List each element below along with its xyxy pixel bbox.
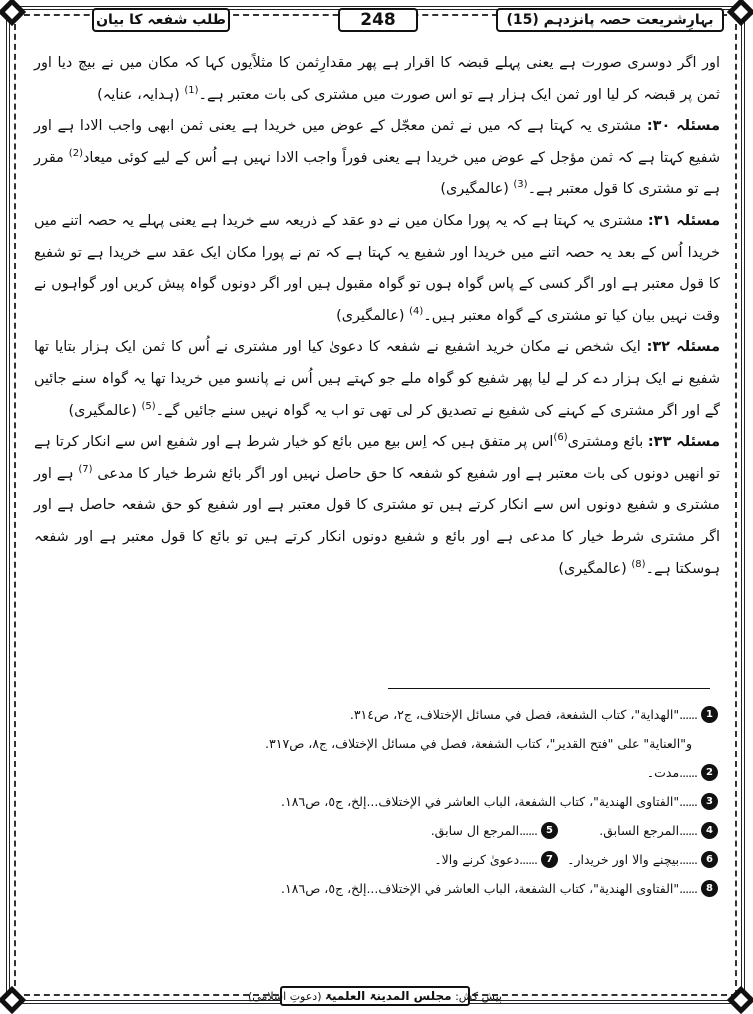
footnote-text: مدت۔	[646, 765, 680, 780]
masala-label: مسئلہ ۳۱:	[647, 212, 720, 229]
footnote-3	[34, 787, 718, 816]
publisher-box	[248, 986, 502, 1006]
book-title: بہارِشریعت حصہ پانزدہم (15)	[496, 8, 724, 32]
masala-32	[34, 332, 720, 427]
source-citation: (عالمگیری)	[336, 307, 405, 324]
masala-text: مشتری یہ کہتا ہے کہ میں نے ثمن معجّل کے عوض میں خریدا ہے یعنی ثمن ابھی واجب الادا ہے اور شفیع کہتا ہے کہ ثمن مؤجل کے عوض میں خریدا ہے یعنی فوراً واجب الادا نہیں ہے اُس کے لیے کوئی میعاد	[34, 118, 721, 166]
page-footer	[28, 986, 725, 1006]
source-citation: (عالمگیری)	[558, 560, 627, 577]
footnote-text: بیچنے والا اور خریدار۔	[567, 852, 680, 867]
footnote-ref: (8)	[631, 558, 646, 570]
footnote-2	[34, 758, 718, 787]
footnote-number: 1	[701, 706, 718, 723]
footnote-number: 6	[701, 851, 718, 868]
masala-33	[34, 427, 720, 585]
footnote-number: 7	[541, 851, 558, 868]
organization-subtitle: (دعوتِ اسلامی)	[248, 989, 322, 1003]
masala-30	[34, 111, 720, 206]
footnote-ref: (4)	[409, 305, 424, 317]
footnote-separator	[388, 688, 710, 689]
masala-text: ایک شخص نے مکان خرید اشفیع نے شفعہ کا دعویٰ کیا اور مشتری نے اُس کا ثمن ایک ہزار بتایا تھا شفیع نے ایک ہزار دے کر لے لیا پھر شفیع کو گواہ ملے جو کہتے ہیں اُس نے پانسو میں خریدا تھا یہ گواہ سنے جائیں گے اور اگر مشتری کے کہنے کی شفیع نے تصدیق کر لی تھی تو اب یہ گواہ نہیں سنے جائیں گے۔	[34, 339, 720, 419]
masala-text: مشتری یہ کہتا ہے کہ یہ پورا مکان میں نے دو عقد کے ذریعہ سے خریدا ہے یعنی پہلے یہ حصہ اتنے میں خریدا اُس کے بعد یہ حصہ اتنے میں خریدا اور شفیع یہ کہتا ہے کہ تم نے پورا مکان ایک عقد سے خریدا ہے تو شفیع کا قول معتبر ہے اور اگر کسی کے پاس گواہ ہوں تو گواہ مقبول ہیں اور اگر دونوں گواہ پیش کریں اور گواہوں نے وقت نہیں بیان کیا تو مشتری کے گواہ معتبر ہیں۔	[34, 212, 720, 324]
footnote-ref: (6)	[553, 432, 568, 444]
footnote-number: 3	[701, 793, 718, 810]
footnote-number: 2	[701, 764, 718, 781]
footnote-number: 4	[701, 822, 718, 839]
footnote-6	[558, 851, 718, 868]
footnote-text: دعویٰ کرنے والا۔	[434, 852, 520, 867]
masala-31	[34, 206, 720, 332]
footnote-dots: ......	[519, 852, 537, 867]
source-citation: (ہدایہ، عنایہ)	[97, 86, 180, 103]
footnote-ref: (2)	[68, 147, 83, 159]
footnote-1-continued	[34, 729, 718, 758]
footnote-text: "الفتاوى الهندية"، كتاب الشفعة، الباب العاشر في الإختلاف...إلخ، ج٥، ص١٨٦.	[281, 881, 680, 896]
footnote-dots: ......	[519, 823, 537, 838]
footnote-4-5	[34, 816, 718, 845]
paragraph-intro	[34, 48, 720, 111]
masala-text: ہے اور مشتری و شفیع دونوں اس سے انکار کرتے ہیں تو مشتری کا قول معتبر ہے اور شفیع کو حق شفعہ حاصل ہے اور اگر مشتری شرط خیار کا مدعی ہے اور بائع و شفیع دونوں انکار کرتے ہیں تو بائع کا قول معتبر ہے اور شفعہ ہوسکتا ہے۔	[34, 465, 720, 577]
footnote-text: المرجع السابق.	[599, 823, 680, 838]
masala-label: مسئلہ ۳۲:	[646, 339, 721, 356]
masala-label: مسئلہ ۳۳:	[647, 434, 721, 451]
footnote-dots: ......	[679, 852, 697, 867]
footnote-6-7	[34, 845, 718, 874]
footnote-dots: ......	[679, 881, 697, 896]
footnote-5	[398, 822, 558, 839]
footnote-dots: ......	[679, 794, 697, 809]
main-text	[34, 48, 720, 585]
paragraph-text: اور اگر دوسری صورت ہے یعنی پہلے قبضہ کا اقرار ہے پھر مقدارِثمن کا مثلاًیوں کہا کہ مکان میں نے بیچ دیا اور ثمن پر قبضہ کر لیا اور ثمن ایک ہزار ہے تو اس صورت میں مشتری کی بات معتبر ہے۔	[34, 55, 720, 103]
footnote-dots: ......	[679, 765, 697, 780]
footnote-ref: (1)	[184, 84, 199, 96]
footnote-1	[34, 700, 718, 729]
footnote-number: 8	[701, 880, 718, 897]
footnote-dots: ......	[679, 823, 697, 838]
source-citation: (عالمگیری)	[440, 181, 509, 198]
footnote-text: و"العناية" على "فتح القدير"، كتاب الشفعة، فصل في مسائل الإختلاف، ج٨، ص٣١٧.	[265, 736, 692, 751]
source-citation: (عالمگیری)	[68, 402, 137, 419]
footnote-text: المرجع ال سابق.	[430, 823, 520, 838]
chapter-title: طلب شفعہ کا بیان	[92, 8, 230, 32]
masala-text: اس پر متفق ہیں کہ اِس بیع میں بائع کو خیار شرط ہے اور شفیع اس سے انکار کرتا ہے تو انھیں دونوں کی بات معتبر ہے اور شفیع کو شفعہ کا حق حاصل نہیں اور اگر بائع شرط خیار کا مدعی	[34, 434, 721, 482]
footnote-8	[34, 874, 718, 903]
footnotes	[34, 700, 718, 903]
page-number: 248	[338, 8, 418, 32]
footnote-dots: ......	[679, 707, 697, 722]
footnote-text: "الهداية"، كتاب الشفعة، فصل في مسائل الإختلاف، ج٢، ص٣١٤.	[349, 707, 680, 722]
footnote-ref: (3)	[513, 179, 528, 191]
presenter-label: پیش کش:	[455, 989, 502, 1003]
footnote-ref: (7)	[78, 463, 93, 475]
masala-text: مقرر ہے تو مشتری کا قول معتبر ہے۔	[34, 149, 720, 198]
page-header	[28, 6, 725, 34]
masala-label: مسئلہ ۳۰:	[646, 118, 720, 135]
footnote-ref: (5)	[141, 400, 156, 412]
footnote-7	[398, 851, 558, 868]
masala-text: بائع ومشتری	[567, 434, 644, 451]
organization-name: مجلس المدینۃ العلمیۃ	[325, 989, 452, 1003]
footnote-text: "الفتاوى الهندية"، كتاب الشفعة، الباب العاشر في الإختلاف...إلخ، ج٥، ص١٨٦.	[281, 794, 680, 809]
footnote-number: 5	[541, 822, 558, 839]
footnote-4	[558, 822, 718, 839]
